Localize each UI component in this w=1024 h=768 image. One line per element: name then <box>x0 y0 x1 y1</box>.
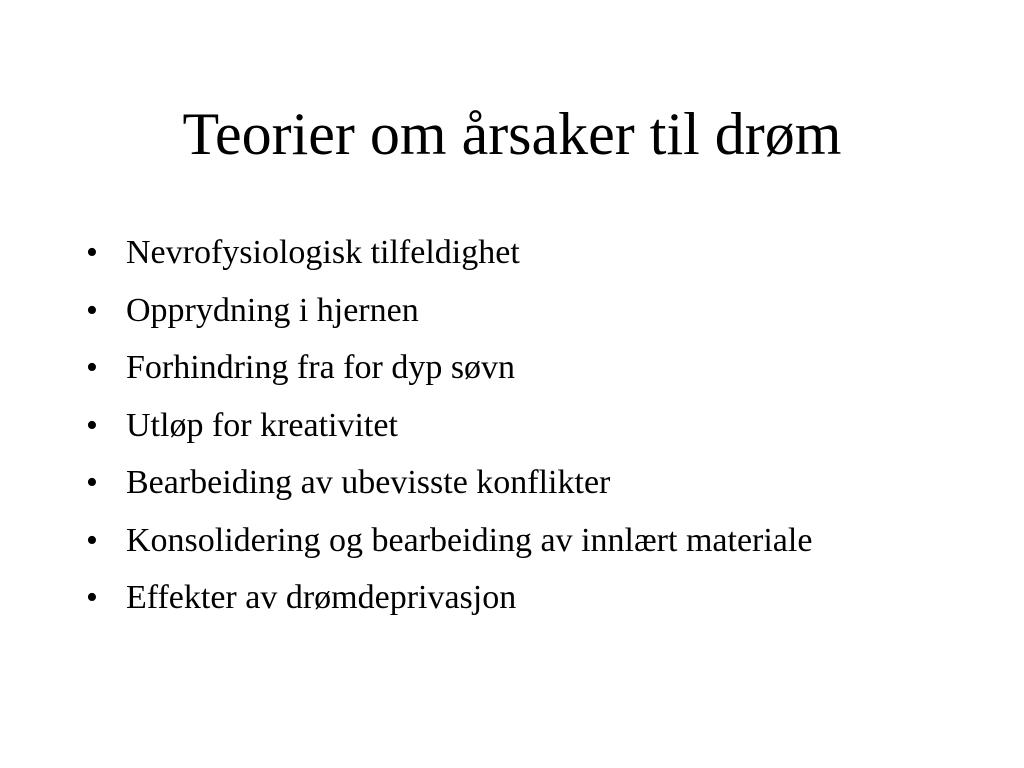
bullet-icon: • <box>86 234 98 271</box>
bullet-text: Effekter av drømdeprivasjon <box>126 579 517 616</box>
bullet-item <box>86 575 812 633</box>
bullet-text: Bearbeiding av ubevisste konflikter <box>126 464 611 501</box>
slide-title: Teorier om årsaker til drøm <box>182 101 842 167</box>
bullet-item <box>86 460 812 518</box>
bullet-text: Forhindring fra for dyp søvn <box>126 349 516 386</box>
bullet-icon: • <box>86 521 98 559</box>
bullet-item <box>86 518 812 576</box>
bullet-text: Nevrofysiologisk tilfeldighet <box>126 234 520 271</box>
bullet-text: Opprydning i hjernen <box>126 291 419 329</box>
bullet-text: Konsolidering og bearbeiding av innlært materiale <box>126 521 813 559</box>
bullet-icon: • <box>86 291 98 329</box>
bullet-text: Utløp for kreativitet <box>126 406 398 444</box>
bullet-item <box>86 345 812 403</box>
bullet-icon: • <box>86 464 98 501</box>
bullet-icon: • <box>86 349 98 386</box>
bullet-icon: • <box>86 406 98 444</box>
bullet-item <box>86 288 812 346</box>
bullet-item <box>86 230 812 288</box>
bullet-item <box>86 403 812 461</box>
bullet-icon: • <box>86 579 98 616</box>
bullet-list <box>86 230 812 633</box>
